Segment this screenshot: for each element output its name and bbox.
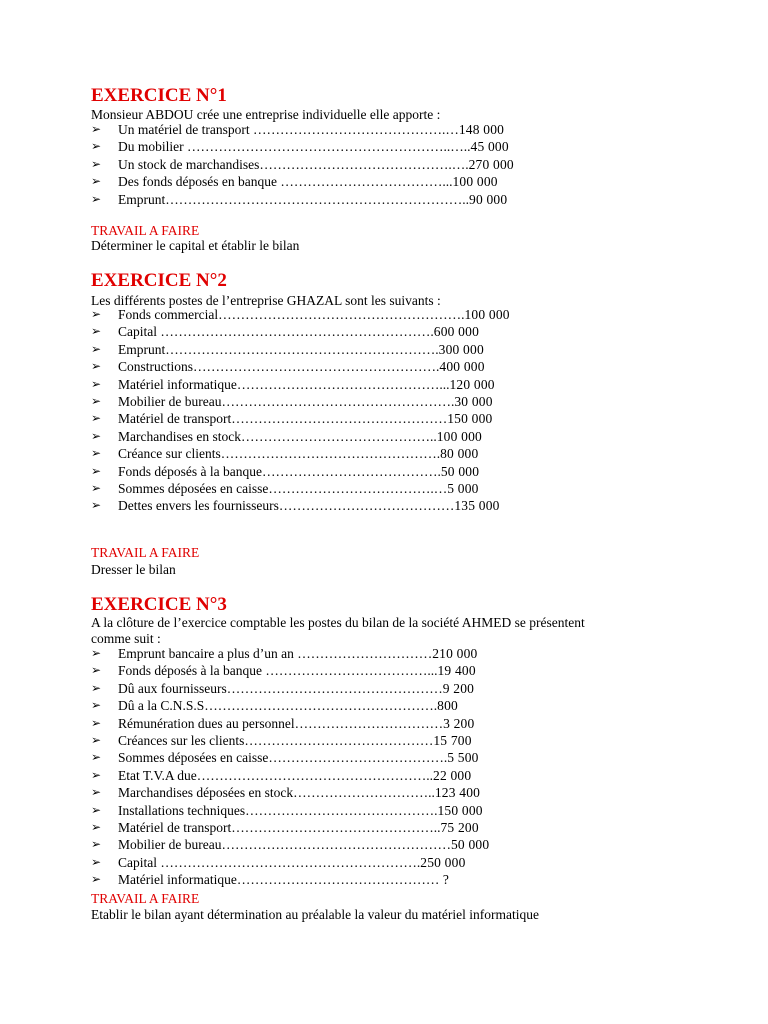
arrow-bullet-icon: ➢ <box>91 715 102 730</box>
item-leader-dots: …………………………………….… <box>252 122 459 137</box>
list-item <box>91 819 489 836</box>
item-label: Des fonds déposés en banque <box>118 174 281 190</box>
item-label: Dettes envers les fournisseurs <box>118 498 279 514</box>
exercise-3-intro-line2: comme suit : <box>91 631 161 646</box>
item-value: 3 200 <box>443 715 475 731</box>
item-label: Rémunération dues au personnel <box>118 715 295 731</box>
arrow-bullet-icon: ➢ <box>91 854 102 869</box>
item-value: 100 000 <box>464 307 510 322</box>
item-leader-dots: …………………………………. <box>261 463 441 479</box>
item-label: Emprunt <box>118 191 166 207</box>
exercise-2-task-label: TRAVAIL A FAIRE <box>91 545 200 560</box>
item-leader-dots: ………………………………………... <box>236 376 450 392</box>
exercise-1-task: Déterminer le capital et établir le bilan <box>91 238 300 253</box>
item-leader-dots: ……………………………………………………. <box>160 324 434 340</box>
item-leader-dots: ……………………………………………. <box>204 698 438 714</box>
list-item <box>91 410 510 427</box>
list-item <box>91 802 489 819</box>
item-label: Sommes déposées en caisse <box>118 750 269 766</box>
item-value: 9 200 <box>442 680 475 696</box>
list-item <box>91 732 489 749</box>
arrow-bullet-icon: ➢ <box>91 139 102 154</box>
item-label: Sommes déposées en caisse <box>118 480 269 496</box>
item-label: Matériel informatique <box>118 872 237 888</box>
arrow-bullet-icon: ➢ <box>91 750 102 765</box>
item-value: 600 000 <box>433 324 480 340</box>
exercise-2-intro: Les différents postes de l’entreprise GHAZAL sont les suivants : <box>91 293 441 308</box>
item-label: Installations techniques <box>118 802 246 818</box>
item-value: 300 000 <box>438 341 484 357</box>
item-leader-dots: ………………………………………… <box>231 411 448 427</box>
item-label: Créance sur clients <box>118 446 221 462</box>
list-item <box>91 121 514 138</box>
list-item <box>91 749 489 766</box>
arrow-bullet-icon: ➢ <box>91 767 102 782</box>
arrow-bullet-icon: ➢ <box>91 872 102 887</box>
item-value: 250 000 <box>420 854 466 870</box>
item-leader-dots: ……………………………….… <box>268 480 448 496</box>
item-leader-dots: ……………………………………………. <box>221 393 455 409</box>
item-value: 400 000 <box>439 359 485 375</box>
item-value: 50 000 <box>450 837 490 853</box>
item-label: Capital <box>118 854 161 870</box>
list-item <box>91 480 510 497</box>
list-item <box>91 191 514 208</box>
item-value: 123 400 <box>434 785 481 801</box>
arrow-bullet-icon: ➢ <box>91 307 102 321</box>
item-value: 15 700 <box>433 732 472 748</box>
item-label: Mobilier de bureau <box>118 837 222 853</box>
arrow-bullet-icon: ➢ <box>91 732 102 747</box>
arrow-bullet-icon: ➢ <box>91 341 102 356</box>
item-leader-dots: ……………………………………………………. <box>165 341 439 357</box>
item-leader-dots: …………………………………….…. <box>259 156 469 172</box>
arrow-bullet-icon: ➢ <box>91 359 102 374</box>
arrow-bullet-icon: ➢ <box>91 376 102 391</box>
item-value: 800 <box>437 698 458 714</box>
list-item <box>91 497 510 514</box>
item-value: 120 000 <box>449 376 495 392</box>
list-item <box>91 871 489 888</box>
item-value: 5 500 <box>447 750 479 766</box>
list-item <box>91 358 510 375</box>
item-label: Mobilier de bureau <box>118 393 222 409</box>
list-item <box>91 463 510 480</box>
list-item <box>91 697 489 714</box>
list-item <box>91 836 489 853</box>
item-leader-dots: …………………………… <box>294 715 444 731</box>
item-value: 150 000 <box>437 802 483 818</box>
exercise-1-list <box>91 121 514 208</box>
item-leader-dots: …………………………………….. <box>240 428 437 444</box>
list-item <box>91 323 510 340</box>
item-label: Capital <box>118 324 161 340</box>
exercise-1-task-label: TRAVAIL A FAIRE <box>91 223 200 238</box>
list-item <box>91 173 514 190</box>
item-label: Dû aux fournisseurs <box>118 680 227 696</box>
item-leader-dots: ………………………………… <box>278 498 455 514</box>
arrow-bullet-icon: ➢ <box>91 498 102 513</box>
list-item <box>91 662 489 679</box>
list-item <box>91 341 510 358</box>
item-label: Constructions <box>118 359 194 375</box>
item-label: Emprunt bancaire a plus d’un an <box>118 646 298 661</box>
item-leader-dots: …………………………………………. <box>220 446 441 462</box>
item-leader-dots: ………………………… <box>297 646 433 661</box>
item-leader-dots: ………………………….. <box>293 785 435 801</box>
item-value: 45 000 <box>470 139 509 155</box>
list-item <box>91 645 489 662</box>
item-value: 50 000 <box>440 463 480 479</box>
arrow-bullet-icon: ➢ <box>91 698 102 713</box>
item-value: 19 400 <box>437 663 476 679</box>
arrow-bullet-icon: ➢ <box>91 393 102 408</box>
item-leader-dots: …………………………………………………. <box>160 854 421 870</box>
item-leader-dots: ………………………………... <box>280 174 453 190</box>
item-value: 5 000 <box>447 480 479 496</box>
item-label: Etat T.V.A due <box>118 767 197 783</box>
item-label: Fonds déposés à la banque <box>118 663 266 679</box>
item-value: 150 000 <box>447 411 493 427</box>
list-item <box>91 445 510 462</box>
exercise-2-title: EXERCICE N°2 <box>91 270 227 291</box>
exercise-3-list <box>91 645 489 888</box>
item-label: Un matériel de transport <box>118 122 253 137</box>
item-label: Fonds déposés à la banque <box>118 463 262 479</box>
item-value: 135 000 <box>454 498 500 514</box>
item-leader-dots: ………………………………………… <box>226 680 443 696</box>
item-leader-dots: ……………………………………. <box>245 802 438 818</box>
item-value: 75 200 <box>440 819 479 835</box>
item-leader-dots: …………………………………………….. <box>196 767 433 783</box>
item-value: 90 000 <box>469 191 508 207</box>
list-item <box>91 306 510 323</box>
item-label: Fonds commercial <box>118 307 219 322</box>
arrow-bullet-icon: ➢ <box>91 446 102 461</box>
arrow-bullet-icon: ➢ <box>91 411 102 426</box>
exercise-3-intro-line1: A la clôture de l’exercice comptable les postes du bilan de la société AHMED se présentent <box>91 615 585 630</box>
arrow-bullet-icon: ➢ <box>91 480 102 495</box>
list-item <box>91 376 510 393</box>
item-label: Marchandises déposées en stock <box>118 785 294 801</box>
item-label: Matériel de transport <box>118 819 232 835</box>
exercise-3-title: EXERCICE N°3 <box>91 594 227 615</box>
item-leader-dots: ………………………………………………. <box>218 307 465 322</box>
item-leader-dots: ……………………………………… <box>236 872 440 888</box>
arrow-bullet-icon: ➢ <box>91 837 102 852</box>
arrow-bullet-icon: ➢ <box>91 324 102 339</box>
list-item <box>91 393 510 410</box>
item-leader-dots: …………………………………. <box>268 750 448 766</box>
item-label: Matériel informatique <box>118 376 237 392</box>
item-leader-dots: …………………………………… <box>244 732 434 748</box>
list-item <box>91 680 489 697</box>
arrow-bullet-icon: ➢ <box>91 174 102 189</box>
item-label: Créances sur les clients <box>118 732 245 748</box>
arrow-bullet-icon: ➢ <box>91 819 102 834</box>
item-value: 100 000 <box>452 174 498 190</box>
arrow-bullet-icon: ➢ <box>91 428 102 443</box>
item-value: 80 000 <box>440 446 479 462</box>
item-value: 100 000 <box>436 428 482 444</box>
list-item <box>91 767 489 784</box>
list-item <box>91 854 489 871</box>
arrow-bullet-icon: ➢ <box>91 802 102 817</box>
item-leader-dots: ………………………………... <box>265 663 438 679</box>
arrow-bullet-icon: ➢ <box>91 156 102 171</box>
item-leader-dots: ……………………………………….. <box>231 819 441 835</box>
item-value: 270 000 <box>468 156 514 172</box>
exercise-1-title: EXERCICE N°1 <box>91 85 227 106</box>
item-value: ? <box>439 872 450 888</box>
arrow-bullet-icon: ➢ <box>91 122 102 136</box>
item-leader-dots: …………………………………………………..….. <box>187 139 471 155</box>
item-label: Du mobilier <box>118 139 187 155</box>
item-label: Dû a la C.N.S.S <box>118 698 205 714</box>
list-item <box>91 715 489 732</box>
arrow-bullet-icon: ➢ <box>91 191 102 206</box>
item-value: 148 000 <box>458 122 505 137</box>
item-value: 22 000 <box>433 767 472 783</box>
item-leader-dots: ………………………………………………………….. <box>165 191 469 207</box>
item-value: 210 000 <box>432 646 478 661</box>
arrow-bullet-icon: ➢ <box>91 663 102 678</box>
exercise-1-intro: Monsieur ABDOU crée une entreprise individuelle elle apporte : <box>91 107 441 122</box>
exercise-2-list <box>91 306 510 515</box>
exercise-2-task: Dresser le bilan <box>91 562 176 577</box>
arrow-bullet-icon: ➢ <box>91 680 102 695</box>
list-item <box>91 784 489 801</box>
item-leader-dots: …………………………………………… <box>221 837 451 853</box>
arrow-bullet-icon: ➢ <box>91 646 102 660</box>
list-item <box>91 156 514 173</box>
exercise-3-task-label: TRAVAIL A FAIRE <box>91 891 200 906</box>
arrow-bullet-icon: ➢ <box>91 785 102 800</box>
list-item <box>91 138 514 155</box>
item-label: Marchandises en stock <box>118 428 241 444</box>
item-label: Un stock de marchandises <box>118 156 260 172</box>
arrow-bullet-icon: ➢ <box>91 463 102 478</box>
exercise-3-task: Etablir le bilan ayant détermination au préalable la valeur du matériel informatique <box>91 907 539 922</box>
item-value: 30 000 <box>454 393 493 409</box>
list-item <box>91 428 510 445</box>
item-label: Matériel de transport <box>118 411 232 427</box>
item-label: Emprunt <box>118 341 166 357</box>
item-leader-dots: ………………………………………………. <box>193 359 440 375</box>
